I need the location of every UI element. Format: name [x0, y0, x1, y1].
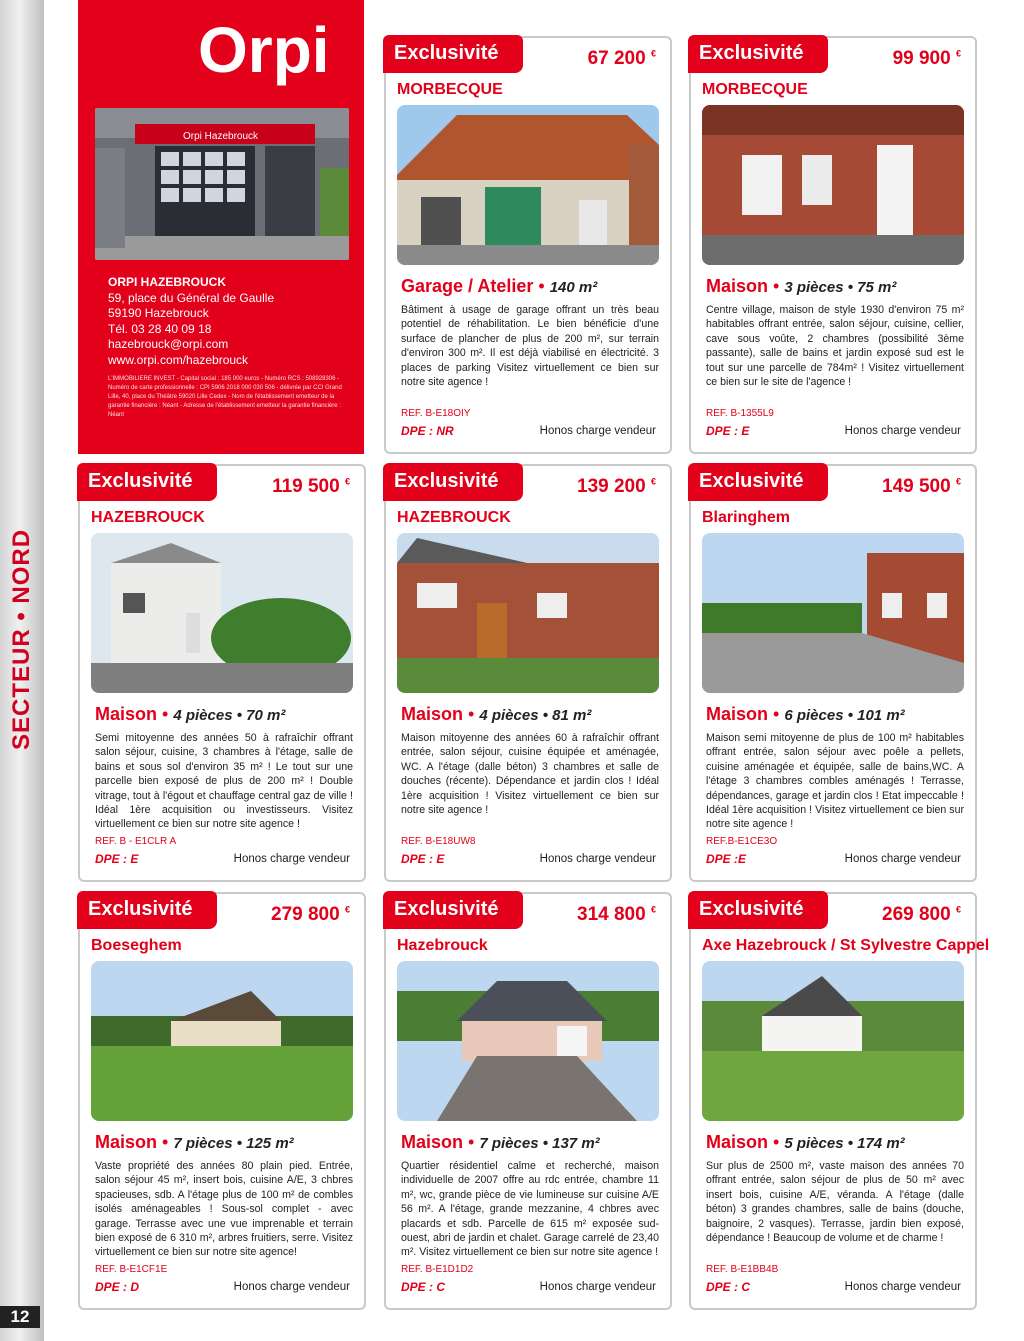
price: 149 500 €: [882, 476, 961, 497]
city: HAZEBROUCK: [397, 509, 511, 526]
listing-description: Semi mitoyenne des années 50 à rafraîchir offrant salon séjour, cuisine, 3 chambres à l'étage, salle de bains et sous sol d'environ 35 m² ! Le tout sur une parcelle bien exposé de plus de 200 m² ! Double vitrage, tout à l'égout et chauffage central gaz de ville ! Idéal 1ère acquisition ou investisseurs. Visitez virtuellement ce bien sur notre site agence !: [95, 732, 353, 831]
price: 99 900 €: [892, 48, 961, 69]
agency-panel: [78, 0, 364, 454]
agency-phone: Tél. 03 28 40 09 18: [108, 321, 212, 336]
street-house-photo: [702, 533, 964, 693]
city: Boeseghem: [91, 937, 182, 954]
modern-house-photo: [397, 961, 659, 1121]
fee-note: Honos charge vendeur: [844, 1281, 961, 1293]
listing-description: Quartier résidentiel calme et recherché, maison individuelle de 2007 offre au rdc entrée, chambre 11 m², wc, grande pièce de vie lumineuse sur cuisine A/E 56 m². A l'étage, grande mezzanine, 4 chbres avec placards et sdb. Parcelle de 615 m² exposée sud-ouest, abri de jardin et chalet. Garage carrelé de 23,40 m². Visitez virtuellement ce bien sur notre site agence !: [401, 1160, 659, 1259]
listing-headline: Maison • 7 pièces • 125 m²: [95, 1132, 294, 1152]
listing-card: [384, 36, 672, 454]
listing-card: [78, 892, 366, 1310]
exclusivity-badge: Exclusivité: [77, 891, 217, 929]
listing-description: Sur plus de 2500 m², vaste maison des années 70 offrant entrée, salon séjour de plus de 50 m² avec insert bois, cuisine A/E, véranda. A l'étage (dalle béton) 3 grandes chambres, salle de bains (douche, baignoire, 2 vasques). Terrasse, jardin bien exposé, dépendance ! Beaucoup de volume et de charme !: [706, 1160, 964, 1245]
listing-card: [384, 892, 672, 1310]
listing-description: Vaste propriété des années 80 plain pied. Entrée, salon séjour 45 m², insert bois, cuisine A/E, 3 chbres spacieuses, sdb. A l'étage plus de 100 m² de combles isolés aménageables ! Sous-sol complet - avec garage. Terrasse avec une vue imprenable et terrain bien exposé de 6 310 m², arbres fruitiers, serre. Visitez virtuellement ce bien sur notre site agence!: [95, 1160, 353, 1259]
orpi-logo: [198, 12, 348, 92]
city: Blaringhem: [702, 509, 791, 526]
fee-note: Honos charge vendeur: [844, 853, 961, 865]
agency-legal-notice: L'IMMOBILIERE INVEST - Capital social : 185 000 euros - Numéro RCS : 508928306 - Numéro de carte professionnelle : CPI 5906 2018 000 030 506 - délivrée par CCI Grand Lille, 40, place du Théâtre 59020 Lille Cedex - Nom de l'établissement emetteur de la garantie financière : Néant - Adresse de l'établissement emetteur la garantie financière : Néant: [108, 376, 342, 418]
country-house-photo: [91, 961, 353, 1121]
energy-rating: DPE : D: [95, 1280, 140, 1294]
listing-description: Bâtiment à usage de garage offrant un très beau potentiel de réhabilitation. Le bien bénéficie d'une surface de plancher de plus de 200 m², sur terrain d'environ 300 m². Il est déjà viabilisé en électricité. 3 places de parking Visitez virtuellement ce bien sur notre site agence !: [401, 304, 659, 389]
listing-card: [78, 464, 366, 882]
listing-headline: Maison • 7 pièces • 137 m²: [401, 1132, 600, 1152]
listing-reference: REF. B-E18UW8: [401, 836, 476, 847]
exclusivity-badge: Exclusivité: [688, 463, 828, 501]
fee-note: Honos charge vendeur: [233, 853, 350, 865]
agency-website: www.orpi.com/hazebrouck: [108, 352, 249, 367]
page-number: 12: [0, 1306, 40, 1328]
listing-headline: Maison • 5 pièces • 174 m²: [706, 1132, 905, 1152]
energy-rating: DPE : E: [95, 852, 139, 866]
price: 269 800 €: [882, 904, 961, 925]
exclusivity-badge: Exclusivité: [688, 35, 828, 73]
exclusivity-badge: Exclusivité: [383, 463, 523, 501]
city: Hazebrouck: [397, 937, 488, 954]
exclusivity-badge: Exclusivité: [383, 35, 523, 73]
listing-card: [689, 892, 990, 1310]
fee-note: Honos charge vendeur: [233, 1281, 350, 1293]
agency-address: 59, place du Général de Gaulle: [108, 290, 275, 305]
city: HAZEBROUCK: [91, 509, 205, 526]
agency-shop-photo: [95, 108, 349, 260]
fee-note: Honos charge vendeur: [539, 425, 656, 437]
agency-name: ORPI HAZEBROUCK: [108, 275, 227, 289]
listing-headline: Maison • 4 pièces • 81 m²: [401, 704, 592, 724]
listing-reference: REF. B - E1CLR A: [95, 836, 177, 847]
listing-headline: Maison • 6 pièces • 101 m²: [706, 704, 905, 724]
fee-note: Honos charge vendeur: [539, 853, 656, 865]
terrace-house-photo: [397, 533, 659, 693]
energy-rating: DPE : NR: [401, 424, 454, 438]
listing-card: [689, 36, 977, 454]
listing-headline: Garage / Atelier • 140 m²: [401, 276, 598, 296]
white-house-photo: [91, 533, 353, 693]
fee-note: Honos charge vendeur: [844, 425, 961, 437]
garage-photo: [397, 105, 659, 265]
gable-house-photo: [702, 961, 964, 1121]
city: MORBECQUE: [397, 81, 503, 98]
energy-rating: DPE : C: [401, 1280, 446, 1294]
listing-card: [689, 464, 977, 882]
sector-label: SECTEUR • NORD: [8, 528, 35, 750]
shop-sign-text: Orpi Hazebrouck: [183, 131, 259, 142]
price: 139 200 €: [577, 476, 656, 497]
listing-reference: REF. B-E1CF1E: [95, 1264, 168, 1275]
listing-reference: REF. B-E18OIY: [401, 408, 471, 419]
energy-rating: DPE : E: [706, 424, 750, 438]
listing-reference: REF. B-E1D1D2: [401, 1264, 474, 1275]
agency-contact: [108, 275, 274, 368]
city: Axe Hazebrouck / St Sylvestre Cappel: [702, 937, 990, 954]
price: 119 500 €: [272, 476, 350, 497]
logo-text: Orpi: [198, 14, 330, 86]
price: 314 800 €: [577, 904, 656, 925]
agency-city: 59190 Hazebrouck: [108, 306, 209, 320]
energy-rating: DPE :E: [706, 852, 747, 866]
exclusivity-badge: Exclusivité: [383, 891, 523, 929]
listing-description: Maison semi mitoyenne de plus de 100 m² habitables offrant entrée, salon séjour avec poêle a pellets, cuisine aménagée et équipée, salle de bains,WC. A l'étage 3 chambres combles aménagés ! Terrasse, dépendances, garage et jardin clos ! Etat impeccable ! Idéal 1ère acquisition ! Visitez virtuellement ce bien sur notre site agence !: [706, 732, 964, 831]
listing-reference: REF.B-E1CE3O: [706, 836, 778, 847]
energy-rating: DPE : E: [401, 852, 445, 866]
city: MORBECQUE: [702, 81, 808, 98]
exclusivity-badge: Exclusivité: [688, 891, 828, 929]
brick-cottage-photo: [702, 105, 964, 265]
listing-description: Maison mitoyenne des années 60 à rafraîchir offrant entrée, salon séjour, cuisine équipée et aménagée, WC. A l'étage (dalle béton) 3 chambres et salle de douches (récente). Dépendance et jardin clos ! Idéal 1ère acquisition ! Visitez virtuellement ce bien sur notre site agence !: [401, 732, 659, 817]
listing-description: Centre village, maison de style 1930 d'environ 75 m² habitables offrant entrée, salon séjour, cuisine, cellier, cave sous voûte, 2 chambres (possibilité 3ème passante), salle de bains et jardin exposé sud est le tout sur une parcelle de 784m² ! Visitez virtuellement ce bien sur le site de l'agence !: [706, 304, 964, 389]
listing-reference: REF. B-1355L9: [706, 408, 774, 419]
agency-email: hazebrouck@orpi.com: [108, 337, 229, 351]
fee-note: Honos charge vendeur: [539, 1281, 656, 1293]
energy-rating: DPE : C: [706, 1280, 751, 1294]
listing-reference: REF. B-E1BB4B: [706, 1264, 779, 1275]
sidebar-band: [0, 0, 44, 1341]
listing-headline: Maison • 3 pièces • 75 m²: [706, 276, 897, 296]
exclusivity-badge: Exclusivité: [77, 463, 217, 501]
price: 279 800 €: [271, 904, 350, 925]
listing-headline: Maison • 4 pièces • 70 m²: [95, 704, 286, 724]
listing-card: [384, 464, 672, 882]
price: 67 200 €: [587, 48, 656, 69]
